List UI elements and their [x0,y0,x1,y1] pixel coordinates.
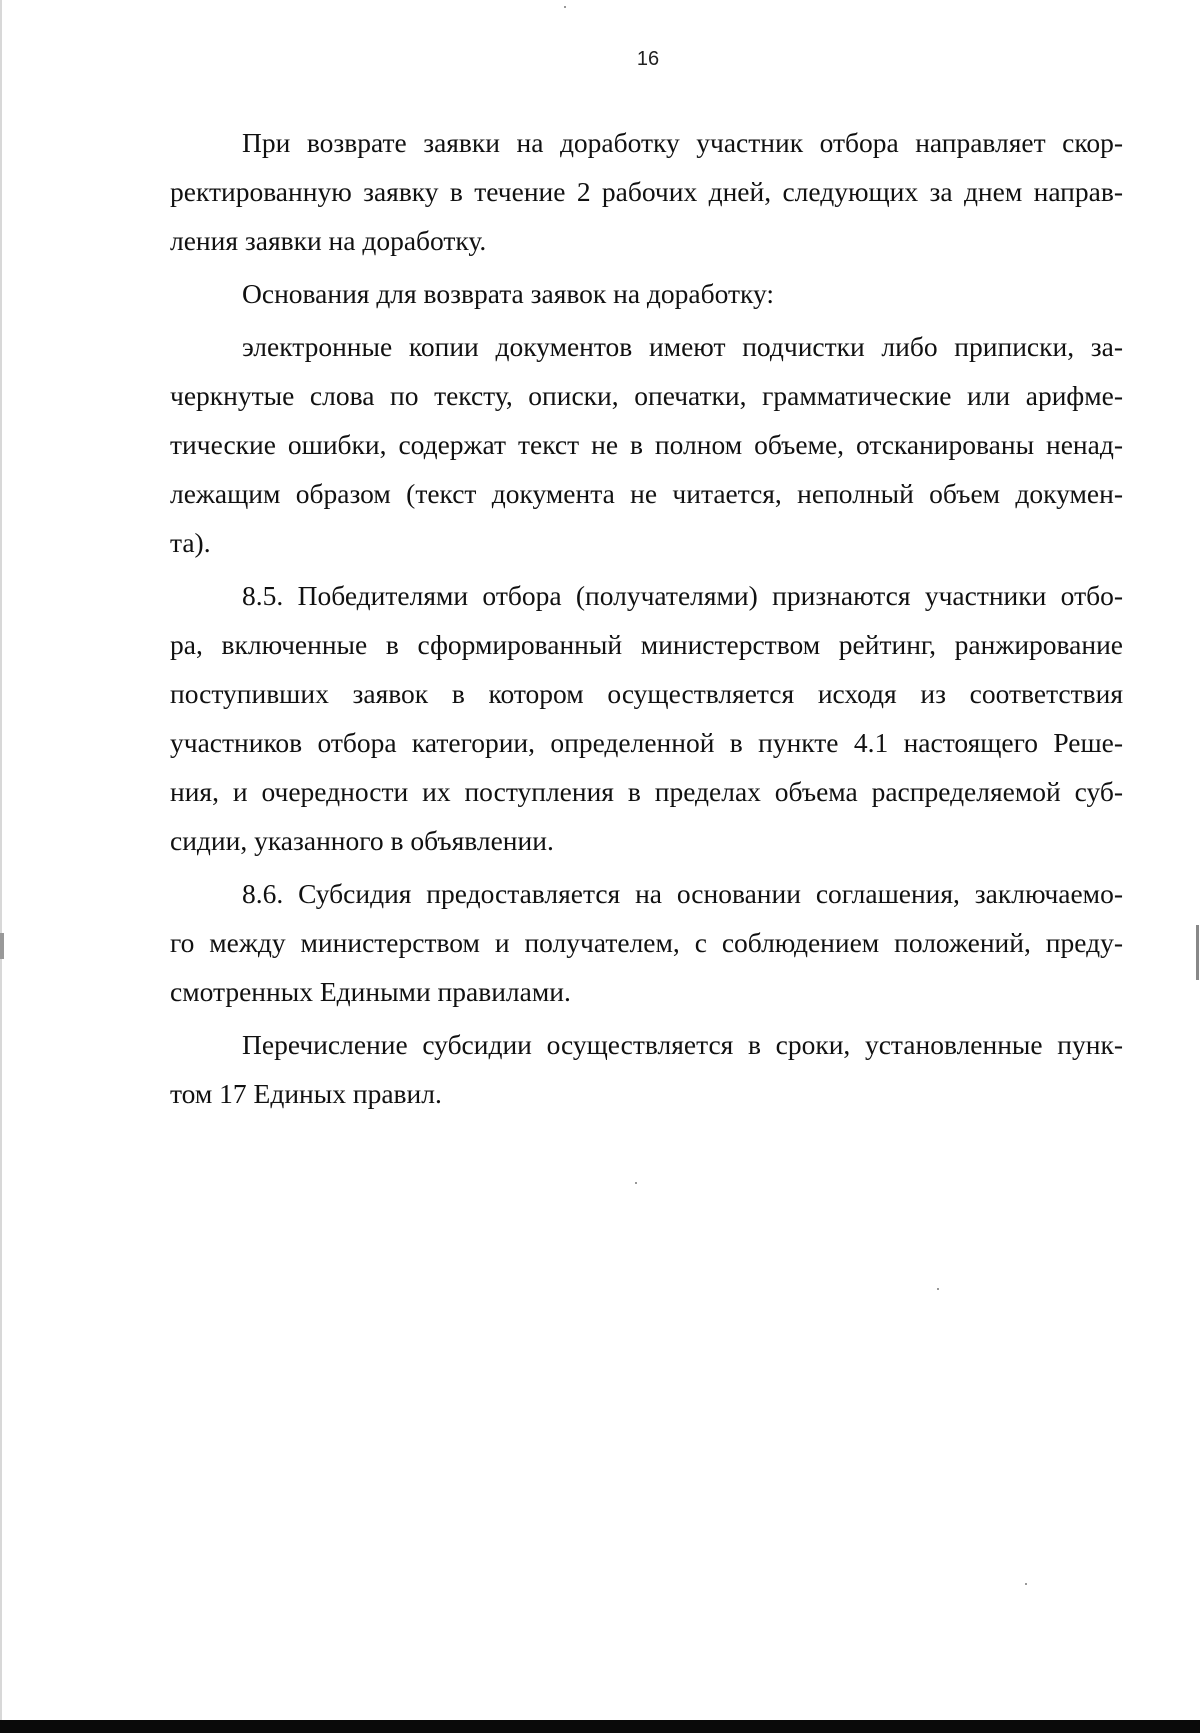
scan-speck [635,1182,637,1184]
text-line: лежащим образом (текст документа не читается, неполный объем докумен- [170,478,1123,509]
scan-speck [937,1288,939,1290]
text-line: электронные копии документов имеют подчистки либо приписки, за- [242,331,1123,362]
text-line: ления заявки на доработку. [170,225,487,256]
paragraph-8-5-winners [170,571,1123,865]
scan-speck [564,6,566,8]
text-line: тические ошибки, содержат текст не в полном объеме, отсканированы ненад- [170,429,1123,460]
text-line: поступивших заявок в котором осуществляется исходя из соответствия [170,678,1123,709]
scan-speck [1025,1583,1027,1585]
text-line: сидии, указанного в объявлении. [170,825,554,856]
scan-right-mark [1196,925,1199,980]
document-body [170,118,1123,1122]
paragraph-grounds-heading [170,269,1123,318]
text-line: черкнутые слова по тексту, описки, опечатки, грамматические или арифме- [170,380,1123,411]
text-line: ра, включенные в сформированный министерством рейтинг, ранжирование [170,629,1123,660]
paragraph-return-for-revision [170,118,1123,265]
text-line: го между министерством и получателем, с соблюдением положений, преду- [170,927,1123,958]
text-line: ния, и очередности их поступления в пределах объема распределяемой суб- [170,776,1123,807]
page-number: 16 [636,48,660,70]
text-line: та). [170,527,211,558]
paragraph-8-6-agreement [170,869,1123,1016]
paragraph-grounds-list [170,322,1123,567]
text-line: 8.6. Субсидия предоставляется на основании соглашения, заключаемо- [242,878,1123,909]
text-line: Перечисление субсидии осуществляется в сроки, установленные пунк- [242,1029,1123,1060]
scan-bottom-edge [0,1720,1200,1733]
text-line: том 17 Единых правил. [170,1078,442,1109]
text-line: ректированную заявку в течение 2 рабочих дней, следующих за днем направ- [170,176,1123,207]
paragraph-transfer-terms [170,1020,1123,1118]
scan-left-mark [0,933,4,959]
scan-left-edge [0,0,2,1733]
text-line: При возврате заявки на доработку участник отбора направляет скор- [242,127,1123,158]
text-line: 8.5. Победителями отбора (получателями) признаются участники отбо- [242,580,1123,611]
text-line: участников отбора категории, определенной в пункте 4.1 настоящего Реше- [170,727,1123,758]
text-line: смотренных Едиными правилами. [170,976,571,1007]
text-line: Основания для возврата заявок на доработку: [242,278,775,309]
